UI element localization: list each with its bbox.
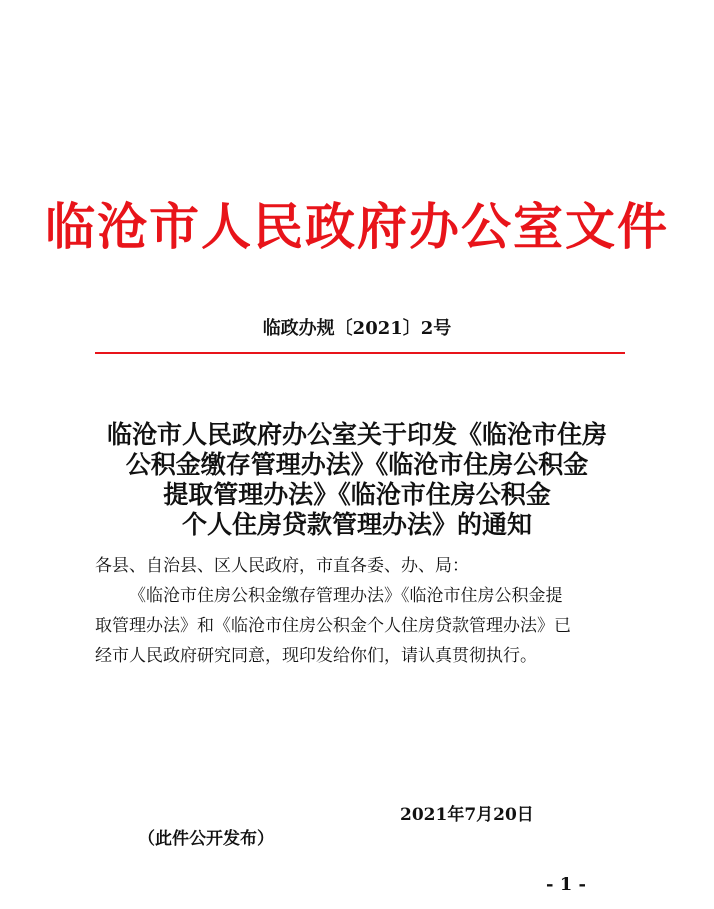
- document-number: 临政办规〔2021〕2号: [262, 318, 452, 339]
- page-number: - 1 -: [546, 874, 586, 895]
- notice-title-line: 提取管理办法》《临沧市住房公积金: [163, 480, 551, 509]
- red-divider-line: [95, 352, 625, 354]
- notice-title-line: 临沧市人民政府办公室关于印发《临沧市住房: [106, 420, 607, 449]
- issue-date: 2021年7月20日: [400, 805, 534, 825]
- notice-title: [60, 420, 654, 540]
- body-line: 取管理办法》和《临沧市住房公积金个人住房贷款管理办法》已: [95, 616, 571, 636]
- notice-title-line: 公积金缴存管理办法》《临沧市住房公积金: [125, 450, 589, 479]
- body-line: 经市人民政府研究同意，现印发给你们，请认真贯彻执行。: [95, 646, 537, 666]
- body-line: 《临沧市住房公积金缴存管理办法》《临沧市住房公积金提: [129, 586, 563, 606]
- document-header-title: 临沧市人民政府办公室文件: [45, 197, 669, 256]
- addressee-line: 各县、自治县、区人民政府，市直各委、办、局：: [95, 556, 469, 576]
- public-release-note: （此件公开发布）: [138, 829, 274, 849]
- notice-title-line: 个人住房贷款管理办法》的通知: [181, 510, 532, 539]
- notice-body: [95, 551, 633, 671]
